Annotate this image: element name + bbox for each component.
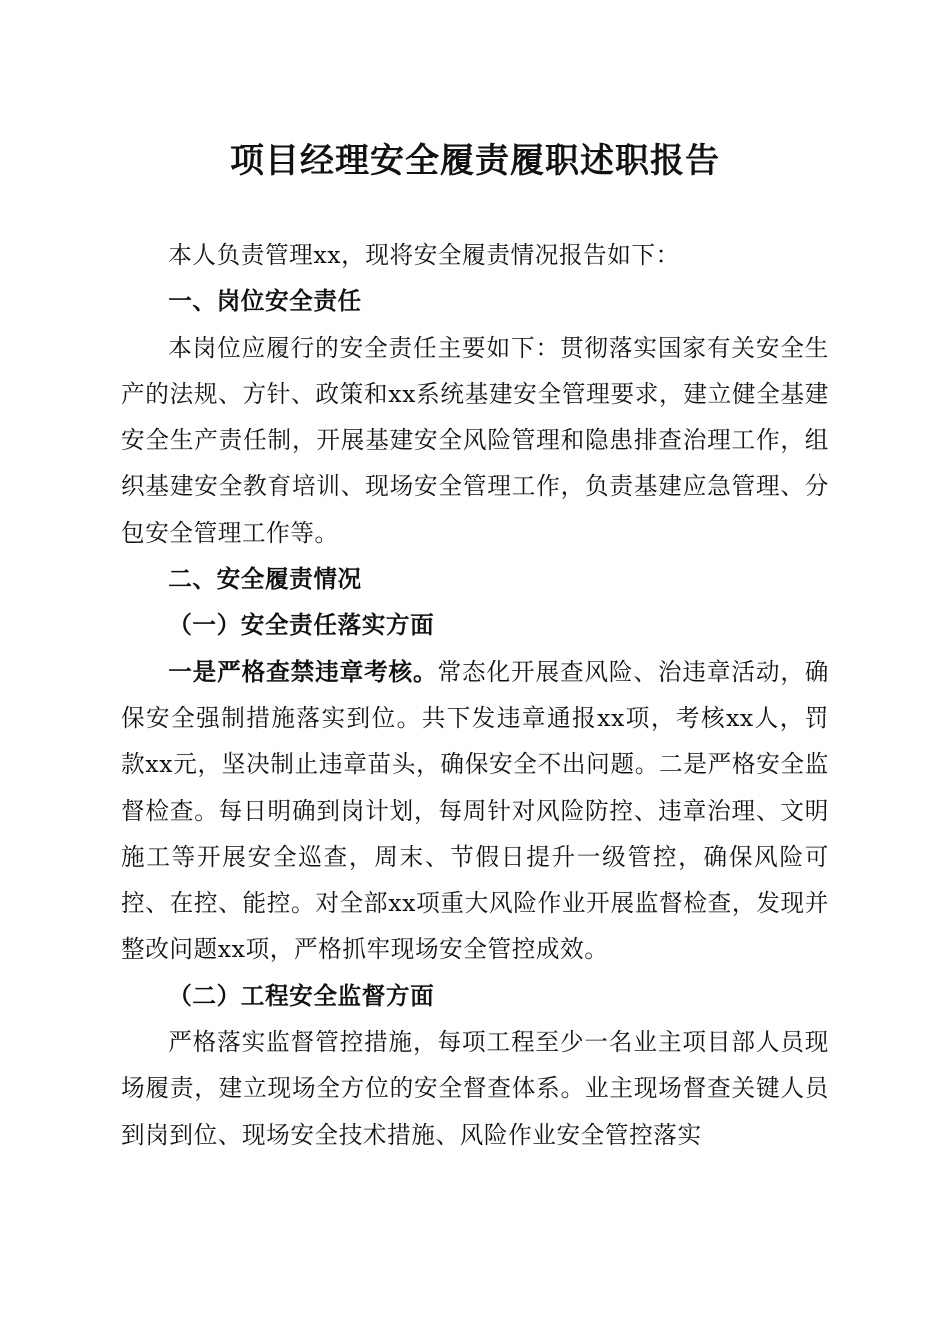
subsection-heading-1: （一）安全责任落实方面	[168, 611, 435, 640]
section-heading-2: 二、安全履责情况	[168, 565, 362, 594]
subsection-2-paragraph: 严格落实监督管控措施，每项工程至少一名业主项目部人员现场履责，建立现场全方位的安全督查体系。业主现场督查关键人员到岗到位、现场安全技术措施、风险作业安全管控落实	[121, 1028, 829, 1149]
subsection-1-paragraph	[121, 649, 829, 973]
document-title: 项目经理安全履责履职述职报告	[230, 141, 720, 181]
intro-paragraph: 本人负责管理xx，现将安全履责情况报告如下：	[168, 241, 680, 269]
section-1-paragraph: 本岗位应履行的安全责任主要如下：贯彻落实国家有关安全生产的法规、方针、政策和xx系统基建安全管理要求，建立健全基建安全生产责任制，开展基建安全风险管理和隐患排查治理工作，组织基建安全教育培训、现场安全管理工作，负责基建应急管理、分包安全管理工作等。	[121, 333, 829, 547]
subsection-1-lead: 一是严格查禁违章考核。	[168, 657, 438, 686]
section-heading-1: 一、岗位安全责任	[168, 287, 362, 316]
document-body	[121, 232, 829, 1158]
subsection-1-text: 常态化开展查风险、治违章活动，确保安全强制措施落实到位。共下发违章通报xx项，考核xx人，罚款xx元，坚决制止违章苗头，确保安全不出问题。二是严格安全监督检查。每日明确到岗计划，每周针对风险防控、违章治理、文明施工等开展安全巡查，周末、节假日提升一级管控，确保风险可控、在控、能控。对全部xx项重大风险作业开展监督检查，发现并整改问题xx项，严格抓牢现场安全管控成效。	[121, 657, 829, 964]
subsection-heading-2: （二）工程安全监督方面	[168, 981, 435, 1010]
